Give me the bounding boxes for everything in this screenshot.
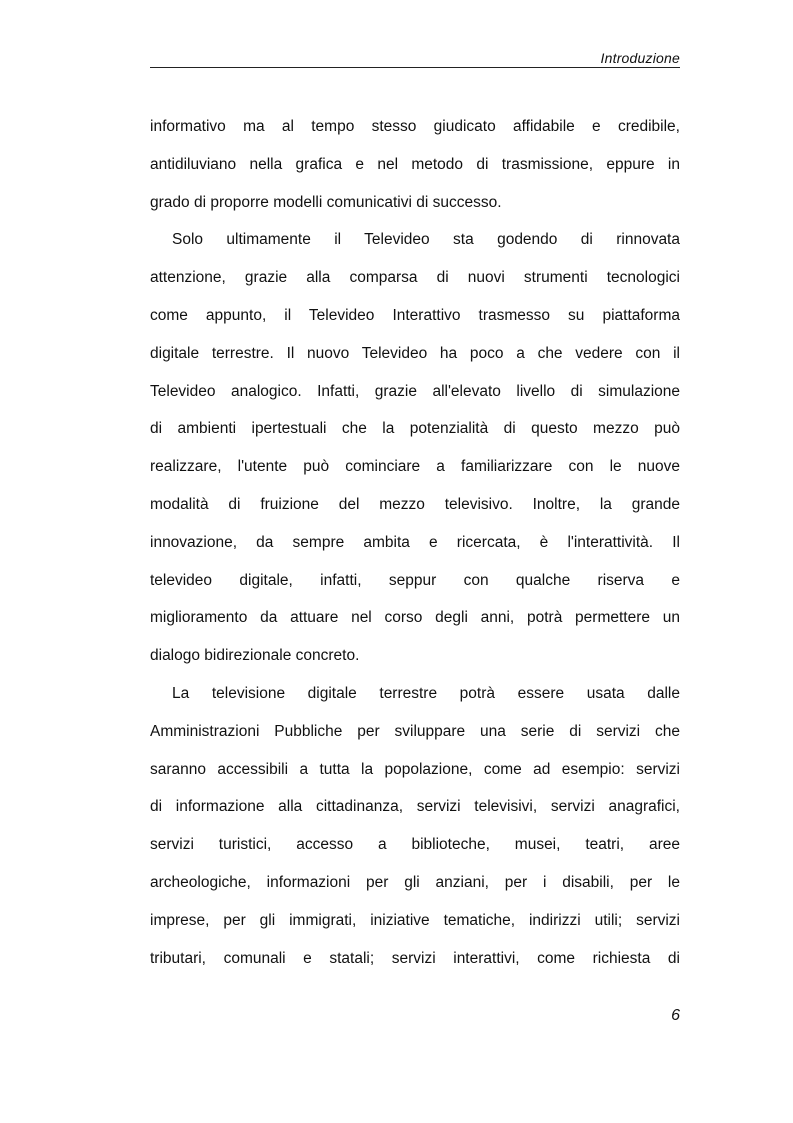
text-line: televideo digitale, infatti, seppur con qualche riserva e — [150, 571, 680, 589]
text-line: dialogo bidirezionale concreto. — [150, 647, 360, 665]
text-line: innovazione, da sempre ambita e ricercata, è l'interattività. Il — [150, 533, 680, 551]
text-line: attenzione, grazie alla comparsa di nuovi strumenti tecnologici — [150, 269, 680, 287]
text-line: Televideo analogico. Infatti, grazie all'elevato livello di simulazione — [150, 382, 680, 400]
text-line: saranno accessibili a tutta la popolazione, come ad esempio: servizi — [150, 760, 680, 778]
text-line: miglioramento da attuare nel corso degli anni, potrà permettere un — [150, 609, 680, 627]
text-line: archeologiche, informazioni per gli anziani, per i disabili, per le — [150, 873, 680, 891]
text-line: informativo ma al tempo stesso giudicato affidabile e credibile, — [150, 118, 680, 135]
page-number: 6 — [671, 1007, 680, 1024]
text-line: di ambienti ipertestuali che la potenzialità di questo mezzo può — [150, 420, 680, 438]
text-line: di informazione alla cittadinanza, servizi televisivi, servizi anagrafici, — [150, 798, 680, 816]
text-line: antidiluviano nella grafica e nel metodo di trasmissione, eppure in — [150, 155, 680, 173]
text-line: tributari, comunali e statali; servizi interattivi, come richiesta di — [150, 949, 680, 967]
text-line: Solo ultimamente il Televideo sta godendo di rinnovata — [172, 231, 680, 249]
text-line: come appunto, il Televideo Interattivo trasmesso su piattaforma — [150, 306, 680, 324]
body-text — [150, 108, 680, 977]
text-line: Amministrazioni Pubbliche per sviluppare una serie di servizi che — [150, 722, 680, 740]
text-line: modalità di fruizione del mezzo televisivo. Inoltre, la grande — [150, 495, 680, 513]
text-line: imprese, per gli immigrati, iniziative tematiche, indirizzi utili; servizi — [150, 911, 680, 929]
text-line: grado di proporre modelli comunicativi di successo. — [150, 193, 502, 211]
chapter-title: Introduzione — [600, 50, 680, 66]
text-line: digitale terrestre. Il nuovo Televideo ha poco a che vedere con il — [150, 344, 680, 362]
text-line: servizi turistici, accesso a biblioteche, musei, teatri, aree — [150, 836, 680, 854]
text-line: La televisione digitale terrestre potrà essere usata dalle — [172, 684, 680, 702]
text-line: realizzare, l'utente può cominciare a familiarizzare con le nuove — [150, 458, 680, 476]
page-header — [150, 50, 680, 68]
